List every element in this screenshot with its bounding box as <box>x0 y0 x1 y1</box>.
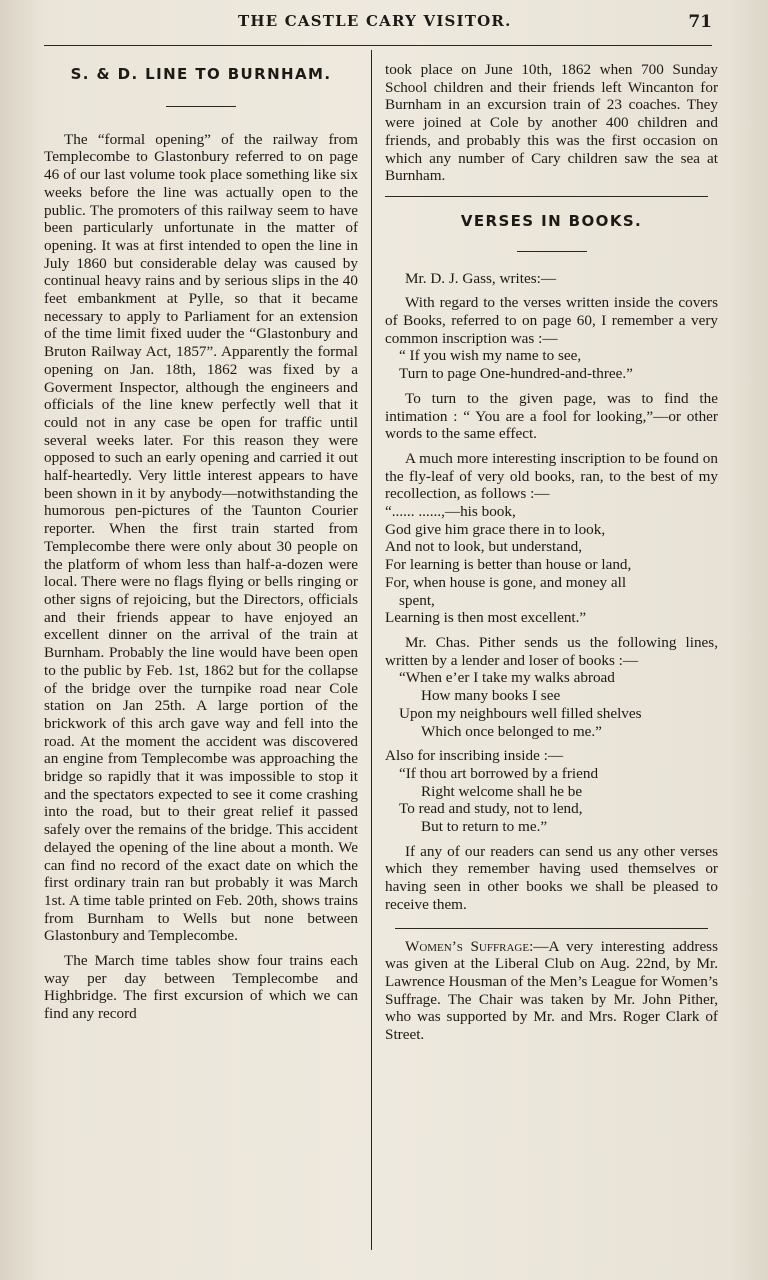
verse-line: But to return to me.” <box>421 818 548 836</box>
article-paragraph: To turn to the given page, was to find the intimation : “ You are a fool for looking,”—or other words to the same effect. <box>385 389 718 443</box>
verse-line: Turn to page One-hundred-and-three.” <box>399 365 633 383</box>
verse-line: Right welcome shall he be <box>421 782 583 800</box>
verse-block <box>385 669 718 740</box>
verse-block <box>385 347 718 382</box>
verse-line: To read and study, not to lend, <box>399 800 583 818</box>
article-heading-burnham: S. & D. LINE TO BURNHAM. <box>70 65 332 83</box>
verse-line: How many books I see <box>421 687 561 705</box>
verse-line: spent, <box>399 591 435 609</box>
verse-line: God give him grace there in to look, <box>385 520 606 538</box>
verse-block <box>385 503 718 627</box>
article-paragraph: The March time tables show four trains each way per day between Templecombe and Highbridge. The first excursion of which we can find any record <box>44 952 358 1023</box>
heading-rule <box>517 251 587 252</box>
verse-line: Learning is then most excellent.” <box>385 609 587 627</box>
page-number: 71 <box>688 12 712 32</box>
verse-line: “If thou art borrowed by a friend <box>399 764 599 782</box>
verse-line: Which once belonged to me.” <box>421 722 602 740</box>
verse-block <box>385 765 718 836</box>
column-divider <box>371 50 372 1250</box>
running-header <box>0 12 768 36</box>
section-rule <box>385 196 708 197</box>
news-item-text: :—A very interesting address was given at the Liberal Club on Aug. 22nd, by Mr. Lawrence Housman of the Men’s League for Women’s Suffrage. The Chair was taken by Mr. John Pither, who was supported by Mr. and Mrs. Roger Clark of Street. <box>385 937 718 1044</box>
left-column <box>44 62 358 1023</box>
article-paragraph: A much more interesting inscription to be found on the fly-leaf of very old books, ran, to the best of my recollection, as follows :— <box>385 449 718 503</box>
header-rule <box>44 45 712 46</box>
publication-title: THE CASTLE CARY VISITOR. <box>238 12 512 30</box>
article-paragraph: With regard to the verses written inside the covers of Books, referred to on page 60, I remember a very common inscription was :— <box>385 294 718 347</box>
article-paragraph: Also for inscribing inside :— <box>385 747 564 765</box>
verse-line: And not to look, but understand, <box>385 538 582 556</box>
verse-line: Upon my neighbours well filled shelves <box>399 704 642 722</box>
article-paragraph: If any of our readers can send us any other verses which they remember having used themselves or having seen in other books we shall be pleased to receive them. <box>385 842 718 913</box>
verse-line: “ If you wish my name to see, <box>399 347 582 365</box>
heading-rule <box>166 106 236 107</box>
right-column <box>385 61 718 1044</box>
verse-line: For, when house is gone, and money all <box>385 573 627 591</box>
article-continuation: took place on June 10th, 1862 when 700 Sunday School children and their friends left Wincanton for Burnham in an excursion train of 23 coaches. They were joined at Cole by another 400 children and friends, and probably this was the first occasion on which any number of Cary children saw the sea at Burnham. <box>385 61 718 185</box>
news-item-suffrage <box>385 938 718 1044</box>
verse-line: “...... ......,—his book, <box>385 503 516 521</box>
verse-line: “When e’er I take my walks abroad <box>399 669 615 687</box>
verse-line: For learning is better than house or land, <box>385 556 632 574</box>
section-rule <box>395 928 708 929</box>
letter-byline: Mr. D. J. Gass, writes:— <box>405 269 557 287</box>
article-paragraph: The “formal opening” of the railway from Templecombe to Glastonbury referred to on page 46 of our last volume took place something like six weeks before the line was actually open to the public. The promoters of this railway seem to have been particularly unfortunate in the matter of opening. It was at first intended to open the line in July 1860 but considerable delay was caused by continual heavy rains and by serious slips in the 40 feet embankment at Pylle, so that it became necessary to apply to Parliament for an extension of the time limit fixed uuder the “Glastonbury and Bruton Railway Act, 1857”. Apparently the formal opening on Jan. 18th, 1862 was fixed by a Goverment Inspector, although the engineers and officials of the line knew perfectly well that it could not in any case be open for traffic until several weeks later. For this reason they were opposed to such an early opening and carried it out half-heartedly. Very little interest appears to have been shown in it by anybody—notwithstanding the humorous pen-pictures of the Taunton Courier reporter. When the first train started from Templecombe there were only about 30 people on the platform of whom less than half-a-dozen were local. There were no flags flying or bells ringing or other signs of rejoicing, but the Directors, officials and their friends appear to have enjoyed an excellent dinner on the arrival of the train at Burnham. Probably the line would have been open to the public by Feb. 1st, 1862 but for the collapse of the bridge over the turnpike road near Cole station on Jan 25th. A large portion of the brickwork of this arch gave way and fell into the road. At the moment the accident was discovered an engine from Templecombe was approaching the bridge so rapidly that it was impossible to stop it and the spectators expected to see it come crashing into the road, but to their great relief it passed safely over the remains of the bridge. This accident delayed the opening of the line about a month. We can find no record of the exact date on which the first ordinary train ran but probably it was March 1st. A time table printed on Feb. 20th, shows trains from Burnham to Wells but none between Glastonbury and Templecombe. <box>44 130 358 945</box>
article-heading-verses: VERSES IN BOOKS. <box>460 211 643 230</box>
news-item-label: Women’s Suffrage <box>405 937 530 955</box>
article-paragraph: Mr. Chas. Pither sends us the following lines, written by a lender and loser of books :— <box>385 633 718 669</box>
